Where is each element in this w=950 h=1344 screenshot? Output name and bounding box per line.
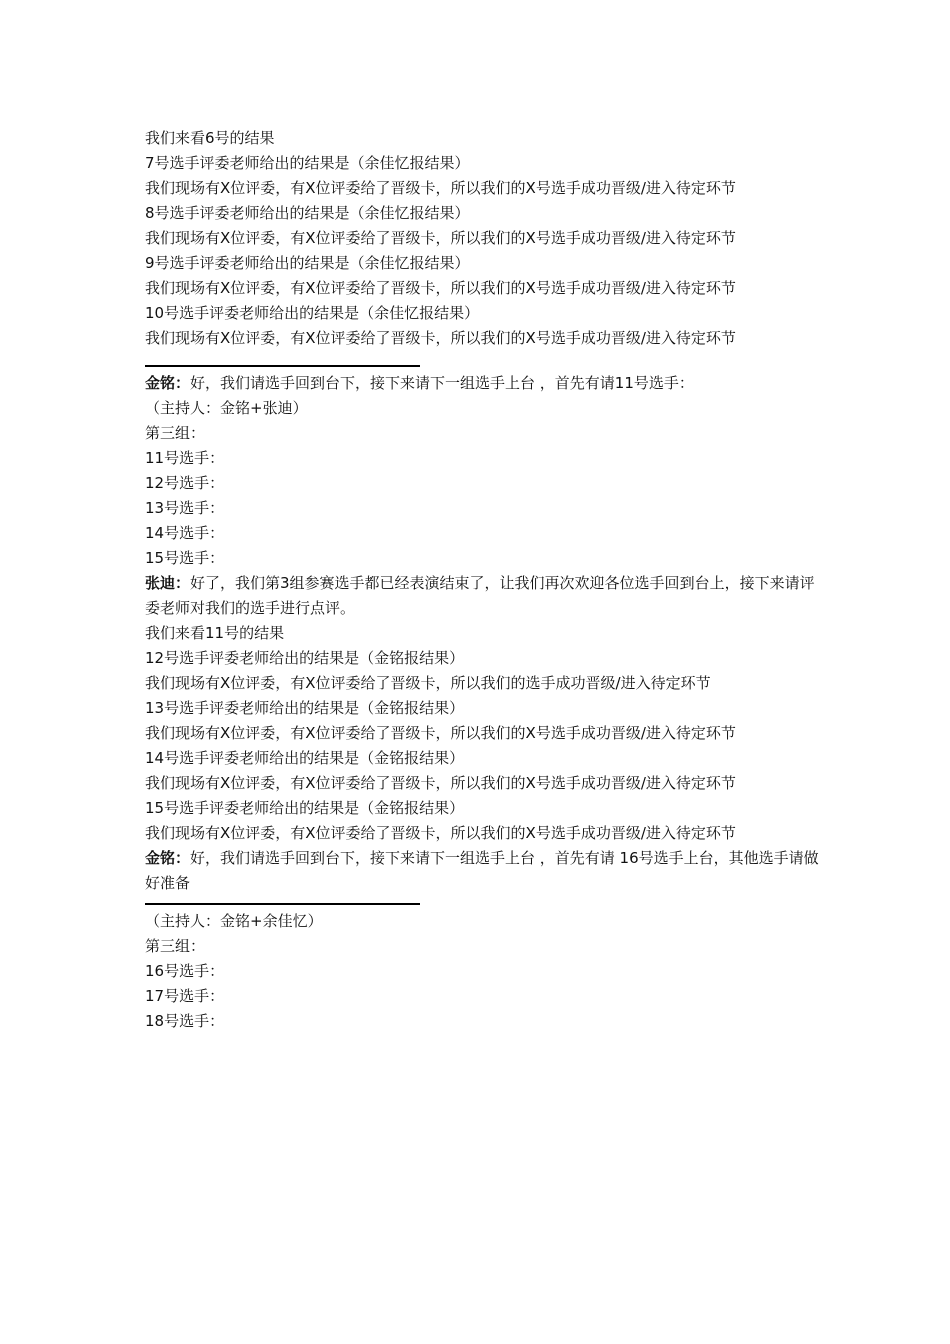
host-line-jinming [145,846,820,896]
speaker-name: 金铭： [145,374,191,392]
text-line: （主持人：金铭+张迪） [145,399,308,417]
speaker-name: 金铭： [145,849,191,867]
text-line: 我们现场有X位评委，有X位评委给了晋级卡，所以我们的X号选手成功晋级/进入待定环节 [145,279,736,297]
text-line: 我们来看6号的结果 [145,129,275,147]
section-divider [145,903,420,905]
text-line: 15号选手： [145,549,225,567]
text-line: 9号选手评委老师给出的结果是（余佳忆报结果） [145,254,470,272]
results-block [145,621,820,846]
text-line: 我们现场有X位评委，有X位评委给了晋级卡，所以我们的X号选手成功晋级/进入待定环节 [145,179,736,197]
text-line: 我们现场有X位评委，有X位评委给了晋级卡，所以我们的X号选手成功晋级/进入待定环节 [145,774,736,792]
speaker-text: 好了，我们第3组参赛选手都已经表演结束了，让我们再次欢迎各位选手回到台上，接下来请评委老师对我们的选手进行点评。 [145,574,815,617]
text-line: 我们现场有X位评委，有X位评委给了晋级卡，所以我们的X号选手成功晋级/进入待定环节 [145,724,736,742]
text-line: 我们现场有X位评委，有X位评委给了晋级卡，所以我们的X号选手成功晋级/进入待定环节 [145,824,736,842]
text-line: 11号选手： [145,449,225,467]
text-line: 我们现场有X位评委，有X位评委给了晋级卡，所以我们的X号选手成功晋级/进入待定环节 [145,329,736,347]
document-page [145,126,820,1034]
text-line: 第三组： [145,424,206,442]
speaker-text: 好，我们请选手回到台下，接下来请下一组选手上台 ，首先有请 16号选手上台，其他选手请做好准备 [145,849,819,892]
text-line: 8号选手评委老师给出的结果是（余佳忆报结果） [145,204,470,222]
section-divider [145,365,420,367]
text-line: 我们来看11号的结果 [145,624,285,642]
speaker-text: 好，我们请选手回到台下，接下来请下一组选手上台 ，首先有请11号选手： [190,374,694,392]
text-line: （主持人：金铭+余佳忆） [145,912,323,930]
text-line: 12号选手评委老师给出的结果是（金铭报结果） [145,649,465,667]
host-line-zhangdi [145,571,820,621]
group-four-block [145,909,820,1034]
text-line: 16号选手： [145,962,225,980]
text-line: 13号选手： [145,499,225,517]
text-line: 18号选手： [145,1012,225,1030]
host-line-jinming [145,371,820,396]
text-line: 第三组： [145,937,206,955]
text-line: 15号选手评委老师给出的结果是（金铭报结果） [145,799,465,817]
text-line: 12号选手： [145,474,225,492]
intro-block [145,126,820,351]
text-line: 7号选手评委老师给出的结果是（余佳忆报结果） [145,154,470,172]
text-line: 我们现场有X位评委，有X位评委给了晋级卡，所以我们的X号选手成功晋级/进入待定环节 [145,229,736,247]
text-line: 13号选手评委老师给出的结果是（金铭报结果） [145,699,465,717]
text-line: 14号选手评委老师给出的结果是（金铭报结果） [145,749,465,767]
text-line: 14号选手： [145,524,225,542]
text-line: 10号选手评委老师给出的结果是（余佳忆报结果） [145,304,480,322]
text-line: 我们现场有X位评委，有X位评委给了晋级卡，所以我们的选手成功晋级/进入待定环节 [145,674,711,692]
group-three-block [145,396,820,571]
speaker-name: 张迪： [145,574,191,592]
text-line: 17号选手： [145,987,225,1005]
